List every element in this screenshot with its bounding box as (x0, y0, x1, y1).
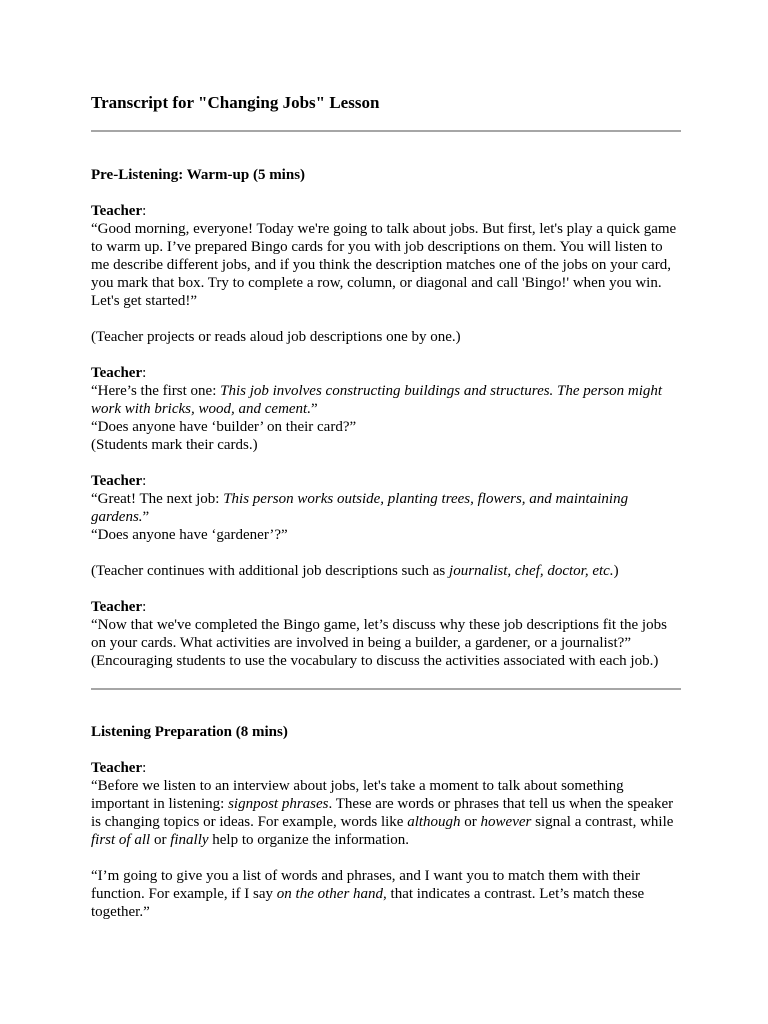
job-list-italic: journalist, chef, doctor, etc. (449, 563, 614, 579)
speaker-name: Teacher (91, 760, 143, 776)
speaker-label (91, 472, 681, 490)
section-pre-listening (91, 166, 681, 670)
teacher-turn (91, 759, 681, 849)
speaker-colon: : (142, 760, 147, 776)
dialogue-text-span: “Here’s the first one: (91, 383, 221, 399)
section-listening-preparation (91, 723, 681, 921)
dialogue-text-span: “I’m going to give you a list of words and phrases, and I want you to match them with their function. For example, if I say (91, 868, 641, 902)
dialogue-text: “Now that we've completed the Bingo game, let’s discuss why these job descriptions fit the jobs on your cards. What activities are involved in being a builder, a gardener, or a journalist?” (91, 617, 667, 651)
section-heading: Pre-Listening: Warm-up (5 mins) (91, 167, 306, 183)
divider (91, 688, 681, 690)
term-italic: however (480, 814, 532, 830)
dialogue-text-span: “Great! The next job: (91, 491, 224, 507)
dialogue-text: “Good morning, everyone! Today we're going to talk about jobs. But first, let's play a quick game to warm up. I’ve prepared Bingo cards for you with job descriptions on them. You will listen to me describe different jobs, and if you think the description matches one of the jobs on your card, you mark that box. Try to complete a row, column, or diagonal and call 'Bingo!' when you win. Let's get started!” (91, 221, 677, 309)
teacher-turn (91, 472, 681, 544)
teacher-turn (91, 598, 681, 670)
document-title: Transcript for "Changing Jobs" Lesson (91, 93, 380, 112)
stage-direction-span: ) (613, 563, 619, 579)
speaker-label (91, 759, 681, 777)
term-italic: although (407, 814, 461, 830)
dialogue-text-span: or (460, 814, 481, 830)
stage-direction-span: (Teacher continues with additional job descriptions such as (91, 563, 450, 579)
dialogue-text-span: . These are words or phrases that tell us when the speaker is changing topics or ideas. For example, words like (91, 796, 674, 830)
speaker-label (91, 364, 681, 382)
speaker-label (91, 202, 681, 220)
dialogue-text (91, 867, 681, 921)
dialogue-text: “Does anyone have ‘builder’ on their card?” (91, 419, 357, 435)
divider (91, 130, 681, 132)
stage-direction (91, 562, 681, 580)
document-page (91, 92, 681, 921)
section-heading: Listening Preparation (8 mins) (91, 724, 288, 740)
dialogue-text-span: ” (310, 401, 318, 417)
term-italic: signpost phrases (228, 796, 329, 812)
teacher-turn (91, 364, 681, 454)
dialogue-text-span: “Before we listen to an interview about jobs, let's take a moment to talk about something important in listening: (91, 778, 624, 812)
speaker-name: Teacher (91, 599, 143, 615)
dialogue-text-span: help to organize the information. (208, 832, 410, 848)
dialogue-text-span: signal a contrast, while (531, 814, 674, 830)
dialogue-text (91, 382, 681, 418)
speaker-colon: : (142, 203, 147, 219)
term-italic: first of all (91, 832, 151, 848)
term-italic: on the other hand (276, 886, 384, 902)
speaker-colon: : (142, 473, 147, 489)
dialogue-text: “Does anyone have ‘gardener’?” (91, 527, 288, 543)
job-description-italic: This job involves constructing buildings and structures. The person might work with bricks, wood, and cement. (91, 383, 663, 417)
dialogue-text-span: ” (142, 509, 150, 525)
dialogue-text (91, 490, 681, 526)
speaker-colon: : (142, 599, 147, 615)
job-description-italic: This person works outside, planting trees, flowers, and maintaining gardens. (91, 491, 629, 525)
stage-direction: (Students mark their cards.) (91, 437, 258, 453)
speaker-name: Teacher (91, 365, 143, 381)
speaker-label (91, 598, 681, 616)
speaker-colon: : (142, 365, 147, 381)
dialogue-text-span: , that indicates a contrast. Let’s match these together.” (91, 886, 645, 920)
speaker-name: Teacher (91, 203, 143, 219)
stage-direction: (Encouraging students to use the vocabulary to discuss the activities associated with each job.) (91, 653, 659, 669)
dialogue-text (91, 777, 681, 849)
dialogue-text-span: or (150, 832, 171, 848)
stage-direction: (Teacher projects or reads aloud job descriptions one by one.) (91, 329, 461, 345)
teacher-turn (91, 202, 681, 310)
term-italic: finally (170, 832, 209, 848)
speaker-name: Teacher (91, 473, 143, 489)
